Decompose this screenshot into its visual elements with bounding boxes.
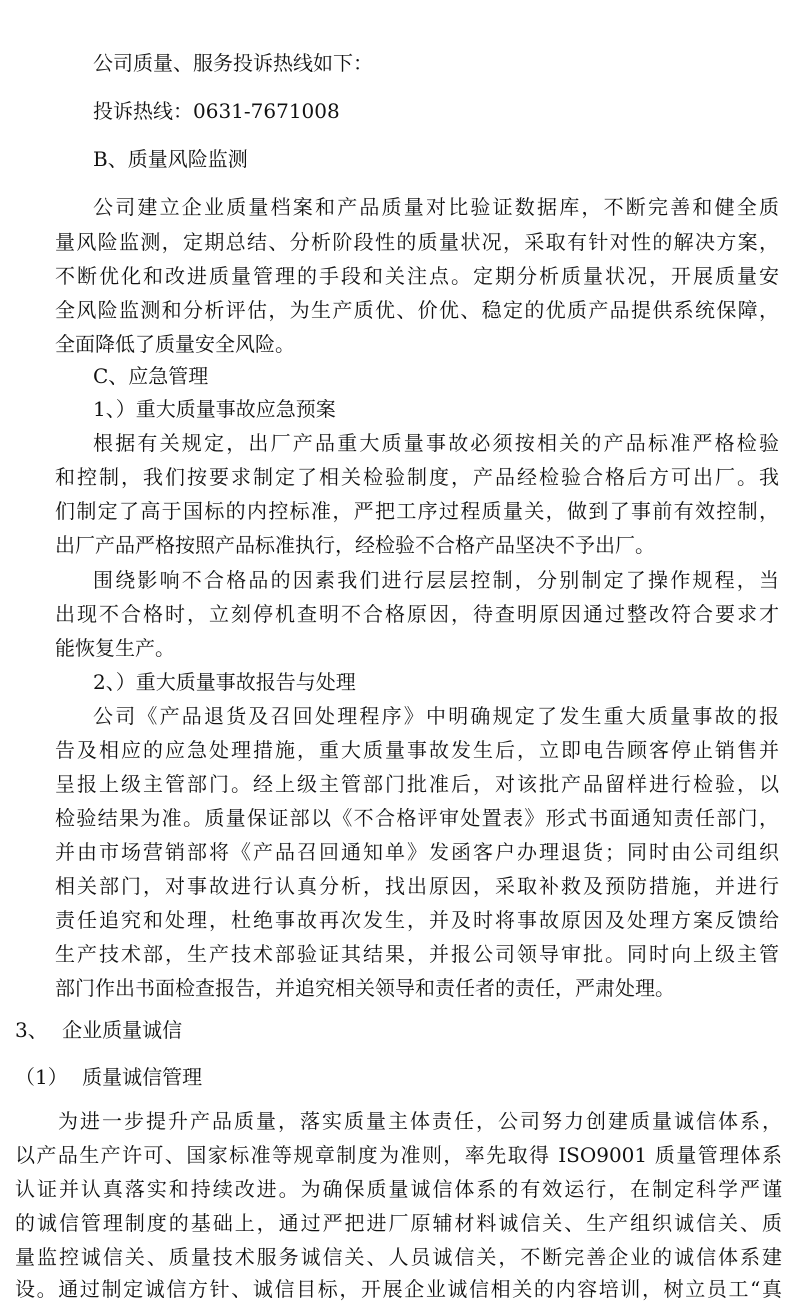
subsection-1-title: （1） 质量诚信管理 <box>15 1065 203 1089</box>
paragraph-line: 全风险监测和分析评估，为生产质优、价优、稳定的优质产品提供系统保障， <box>55 298 779 322</box>
section-3-title: 3、 企业质量诚信 <box>15 1018 183 1042</box>
paragraph-line: 出现不合格时，立刻停机查明不合格原因，待查明原因通过整改符合要求才 <box>55 602 779 626</box>
paragraph-line: 公司《产品退货及召回处理程序》中明确规定了发生重大质量事故的报 <box>93 704 779 728</box>
paragraph-line: 全面降低了质量安全风险。 <box>55 332 295 356</box>
paragraph-line: 们制定了高于国标的内控标准，严把工序过程质量关，做到了事前有效控制， <box>55 499 779 523</box>
section-c-title: C、应急管理 <box>93 364 209 388</box>
paragraph-line: 责任追究和处理，杜绝事故再次发生，并及时将事故原因及处理方案反馈给 <box>55 908 779 932</box>
paragraph-line: 以产品生产许可、国家标准等规章制度为准则，率先取得 ISO9001 质量管理体系 <box>15 1143 782 1167</box>
paragraph-line: 围绕影响不合格品的因素我们进行层层控制，分别制定了操作规程，当 <box>93 568 779 592</box>
paragraph-line: 量风险监测，定期总结、分析阶段性的质量状况，采取有针对性的解决方案， <box>55 230 779 254</box>
paragraph-line: 根据有关规定，出厂产品重大质量事故必须按相关的产品标准严格检验 <box>93 431 779 455</box>
paragraph-line: 检验结果为准。质量保证部以《不合格评审处置表》形式书面通知责任部门， <box>55 806 779 830</box>
paragraph-line: 不断优化和改进质量管理的手段和关注点。定期分析质量状况，开展质量安 <box>55 264 779 288</box>
paragraph-line: 出厂产品严格按照产品标准执行，经检验不合格产品坚决不予出厂。 <box>55 533 655 557</box>
paragraph-line: 公司建立企业质量档案和产品质量对比验证数据库，不断完善和健全质 <box>93 195 779 219</box>
paragraph-line: 的诚信管理制度的基础上，通过严把进厂原辅材料诚信关、生产组织诚信关、质 <box>15 1211 782 1235</box>
paragraph-line: 相关部门，对事故进行认真分析，找出原因，采取补救及预防措施，并进行 <box>55 874 779 898</box>
section-b-title: B、质量风险监测 <box>93 147 248 171</box>
paragraph-line: 能恢复生产。 <box>55 636 175 660</box>
hotline-intro: 公司质量、服务投诉热线如下： <box>93 51 373 75</box>
paragraph-line: 部门作出书面检查报告，并追究相关领导和责任者的责任，严肃处理。 <box>55 976 675 1000</box>
paragraph-line: 为进一步提升产品质量，落实质量主体责任，公司努力创建质量诚信体系， <box>58 1109 782 1133</box>
hotline-number: 投诉热线：0631-7671008 <box>93 99 340 123</box>
paragraph-line: 呈报上级主管部门。经上级主管部门批准后，对该批产品留样进行检验，以 <box>55 772 779 796</box>
item-2-title: 2、）重大质量事故报告与处理 <box>93 670 356 694</box>
paragraph-line: 和控制，我们按要求制定了相关检验制度，产品经检验合格后方可出厂。我 <box>55 465 779 489</box>
item-1-title: 1、）重大质量事故应急预案 <box>93 397 336 421</box>
paragraph-line: 设。通过制定诚信方针、诚信目标，开展企业诚信相关的内容培训，树立员工“真 <box>15 1277 782 1301</box>
paragraph-line: 并由市场营销部将《产品召回通知单》发函客户办理退货；同时由公司组织 <box>55 840 779 864</box>
paragraph-line: 量监控诚信关、质量技术服务诚信关、人员诚信关，不断完善企业的诚信体系建 <box>15 1245 782 1269</box>
paragraph-line: 生产技术部，生产技术部验证其结果，并报公司领导审批。同时向上级主管 <box>55 942 779 966</box>
paragraph-line: 告及相应的应急处理措施，重大质量事故发生后，立即电告顾客停止销售并 <box>55 738 779 762</box>
paragraph-line: 认证并认真落实和持续改进。为确保质量诚信体系的有效运行，在制定科学严谨 <box>15 1177 782 1201</box>
